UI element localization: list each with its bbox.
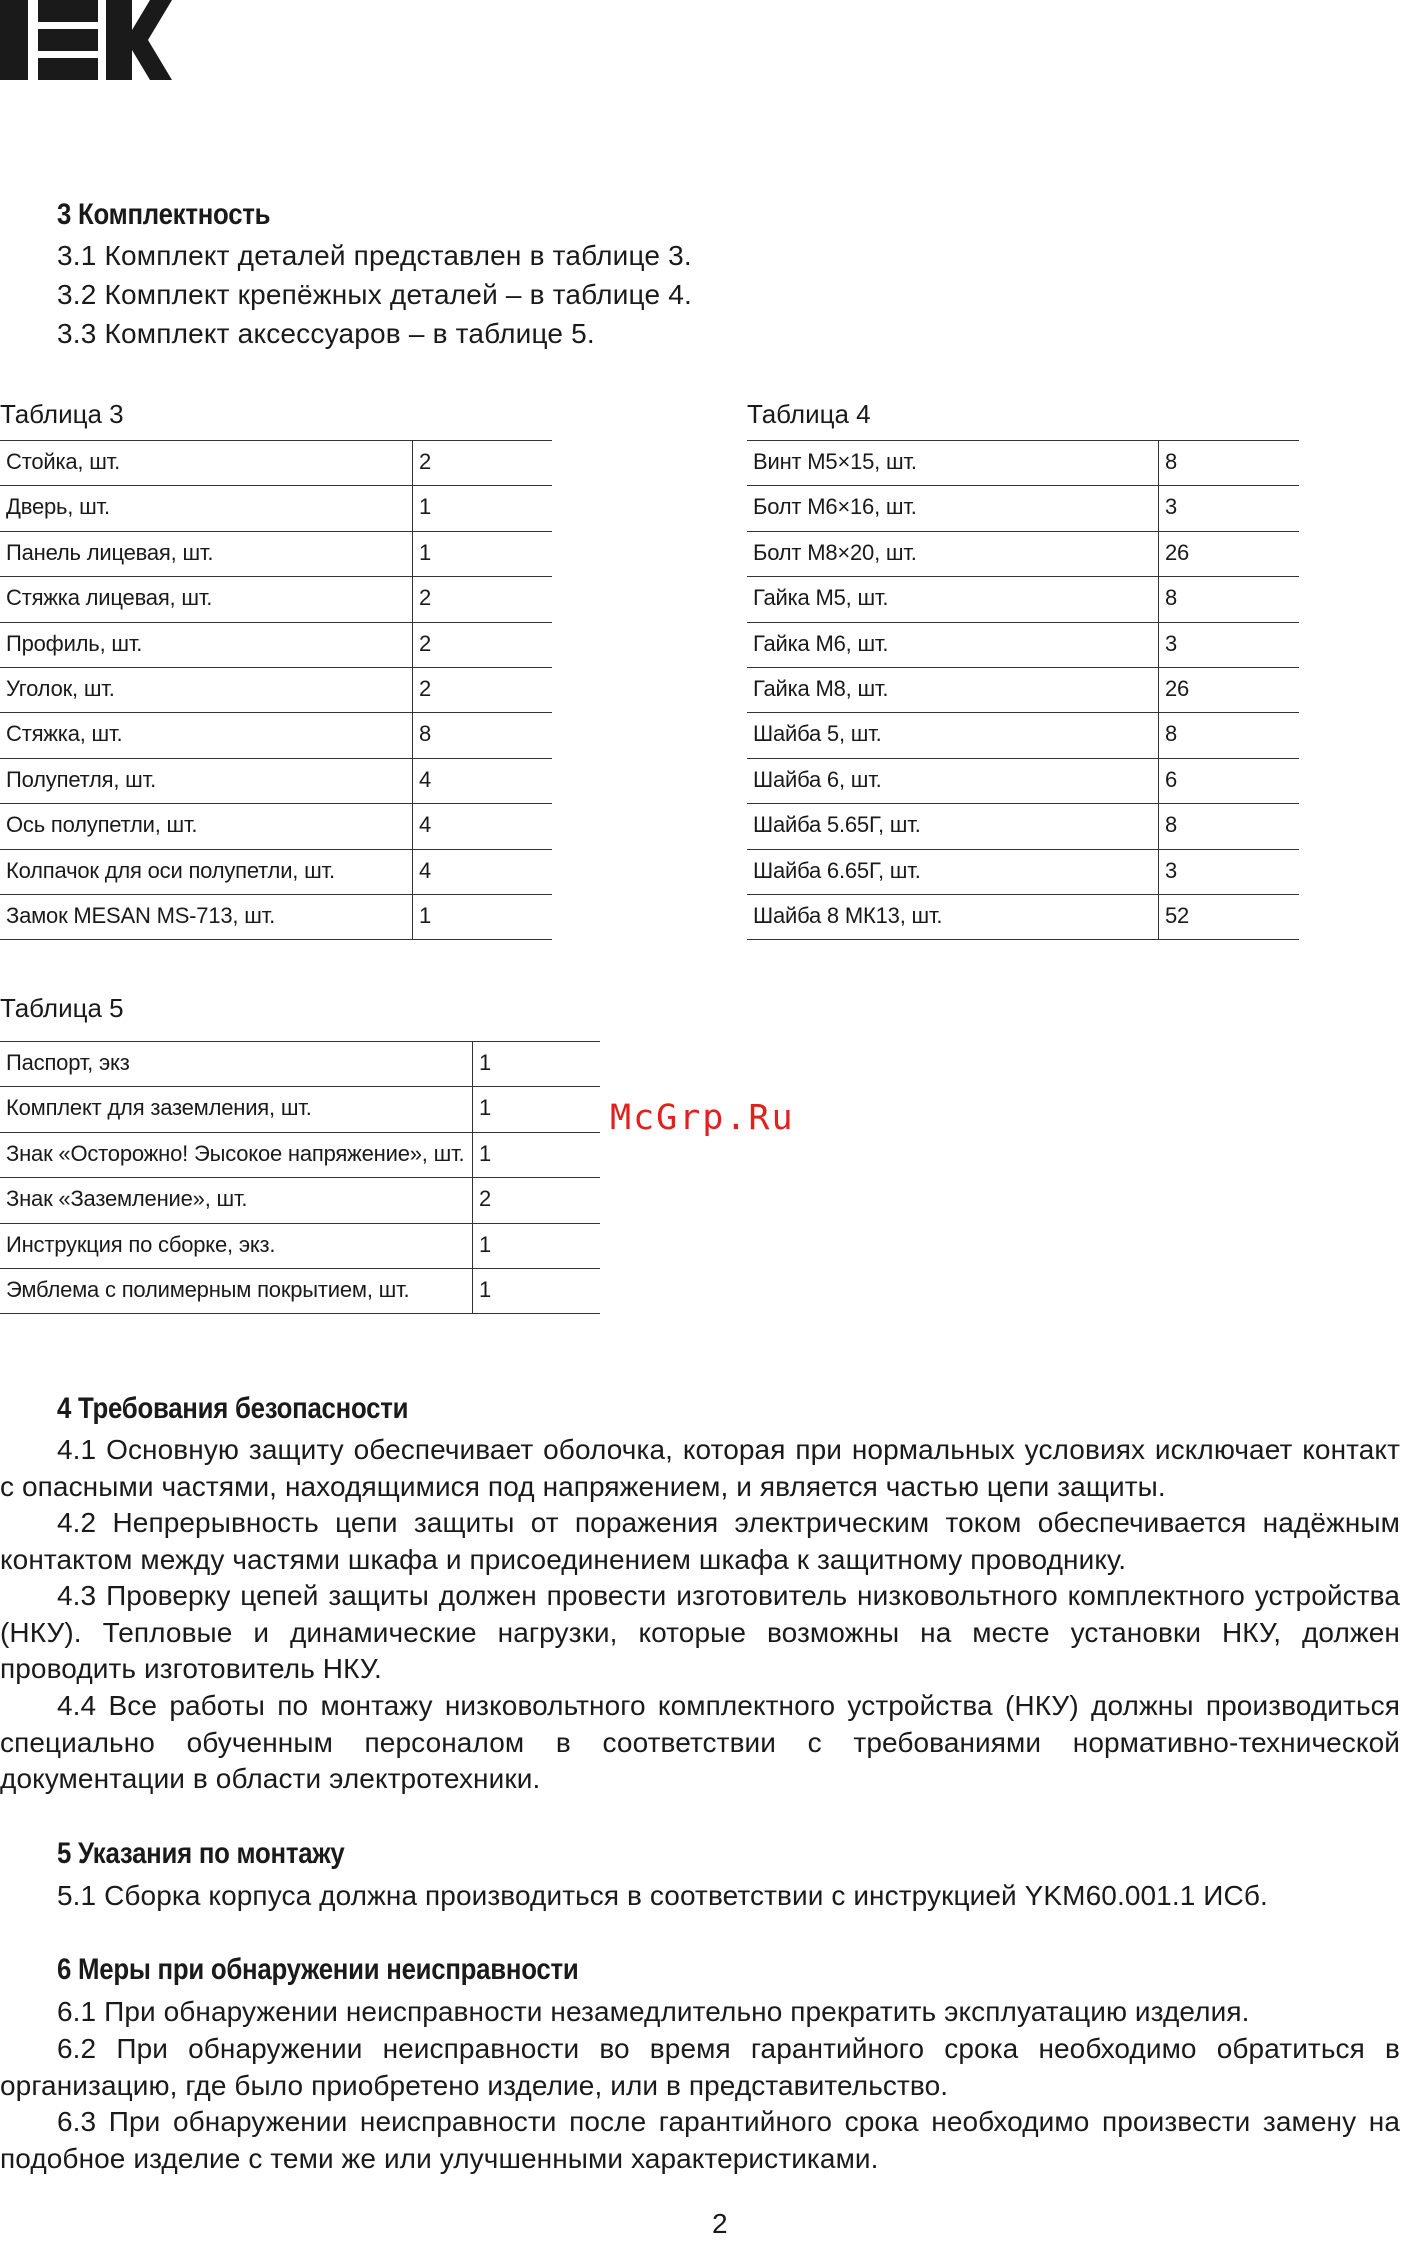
item-qty: 1 bbox=[473, 1223, 601, 1268]
table-row bbox=[0, 441, 552, 486]
item-name: Уголок, шт. bbox=[0, 667, 413, 712]
item-qty: 1 bbox=[473, 1087, 601, 1132]
item-name: Дверь, шт. bbox=[0, 486, 413, 531]
table-row bbox=[0, 849, 552, 894]
item-qty: 2 bbox=[413, 622, 553, 667]
item-name: Панель лицевая, шт. bbox=[0, 531, 413, 576]
item-qty: 8 bbox=[1159, 804, 1300, 849]
item-name: Колпачок для оси полупетли, шт. bbox=[0, 849, 413, 894]
item-name: Гайка М5, шт. bbox=[747, 577, 1159, 622]
item-name: Инструкция по сборке, экз. bbox=[0, 1223, 473, 1268]
item-qty: 8 bbox=[1159, 577, 1300, 622]
item-name: Замок MESAN MS-713, шт. bbox=[0, 894, 413, 939]
item-name: Полупетля, шт. bbox=[0, 758, 413, 803]
item-name: Знак «Осторожно! Эысокое напряжение», шт. bbox=[0, 1132, 473, 1177]
item-name: Шайба 5, шт. bbox=[747, 713, 1159, 758]
item-qty: 4 bbox=[413, 849, 553, 894]
watermark: McGrp.Ru bbox=[610, 1098, 795, 1138]
table-4-caption: Таблица 4 bbox=[747, 399, 871, 429]
item-name: Винт М5×15, шт. bbox=[747, 441, 1159, 486]
section-4-paragraph-3: 4.3 Проверку цепей защиты должен провести изготовитель низковольтного комплектного устройства (НКУ). Тепловые и динамические нагрузки, которые возможны на месте установки НКУ, должен проводить изготовитель НКУ. bbox=[0, 1580, 1400, 1684]
section-3-line-1: 3.1 Комплект деталей представлен в таблице 3. bbox=[57, 240, 692, 271]
section-6-title: 6 Меры при обнаружении неисправности bbox=[57, 1953, 579, 1986]
table-4 bbox=[747, 440, 1299, 940]
table-row bbox=[747, 713, 1299, 758]
table-row bbox=[747, 531, 1299, 576]
item-qty: 8 bbox=[1159, 713, 1300, 758]
item-qty: 3 bbox=[1159, 486, 1300, 531]
table-row bbox=[747, 441, 1299, 486]
table-row bbox=[0, 622, 552, 667]
table-row bbox=[0, 1132, 600, 1177]
table-row bbox=[747, 577, 1299, 622]
item-qty: 8 bbox=[413, 713, 553, 758]
section-4-paragraph-2: 4.2 Непрерывность цепи защиты от поражения электрическим током обеспечивается надёжным контактом между частями шкафа и присоединением шкафа к защитному проводнику. bbox=[0, 1507, 1400, 1575]
table-5-caption: Таблица 5 bbox=[0, 993, 124, 1023]
table-3 bbox=[0, 440, 552, 940]
item-qty: 2 bbox=[413, 577, 553, 622]
item-name: Эмблема с полимерным покрытием, шт. bbox=[0, 1268, 473, 1313]
item-qty: 1 bbox=[413, 894, 553, 939]
table-row bbox=[747, 486, 1299, 531]
table-row bbox=[0, 1178, 600, 1223]
item-qty: 2 bbox=[473, 1178, 601, 1223]
item-qty: 6 bbox=[1159, 758, 1300, 803]
table-row bbox=[747, 894, 1299, 939]
item-name: Гайка М8, шт. bbox=[747, 667, 1159, 712]
item-qty: 3 bbox=[1159, 622, 1300, 667]
table-row bbox=[747, 667, 1299, 712]
table-5 bbox=[0, 1041, 600, 1314]
table-3-caption: Таблица 3 bbox=[0, 399, 124, 429]
item-name: Стяжка лицевая, шт. bbox=[0, 577, 413, 622]
table-row bbox=[0, 894, 552, 939]
item-name: Болт М6×16, шт. bbox=[747, 486, 1159, 531]
table-row bbox=[747, 804, 1299, 849]
item-name: Стяжка, шт. bbox=[0, 713, 413, 758]
iek-logo bbox=[0, 0, 172, 80]
item-qty: 1 bbox=[473, 1132, 601, 1177]
table-row bbox=[0, 713, 552, 758]
section-6-paragraph-3: 6.3 При обнаружении неисправности после гарантийного срока необходимо произвести замену на подобное изделие с теми же или улучшенными характеристиками. bbox=[0, 2106, 1400, 2174]
table-row bbox=[0, 1268, 600, 1313]
section-4-paragraph-4: 4.4 Все работы по монтажу низковольтного комплектного устройства (НКУ) должны производиться специально обученным персоналом в соответствии с требованиями нормативно-технической документации в области электротехники. bbox=[0, 1690, 1400, 1794]
table-row bbox=[747, 849, 1299, 894]
item-name: Ось полупетли, шт. bbox=[0, 804, 413, 849]
item-name: Стойка, шт. bbox=[0, 441, 413, 486]
item-name: Шайба 5.65Г, шт. bbox=[747, 804, 1159, 849]
item-name: Шайба 8 МК13, шт. bbox=[747, 894, 1159, 939]
item-name: Болт М8×20, шт. bbox=[747, 531, 1159, 576]
item-qty: 1 bbox=[413, 531, 553, 576]
item-name: Гайка М6, шт. bbox=[747, 622, 1159, 667]
item-qty: 1 bbox=[473, 1042, 601, 1087]
item-qty: 8 bbox=[1159, 441, 1300, 486]
item-qty: 26 bbox=[1159, 531, 1300, 576]
item-name: Профиль, шт. bbox=[0, 622, 413, 667]
item-qty: 1 bbox=[413, 486, 553, 531]
table-row bbox=[0, 531, 552, 576]
table-row bbox=[0, 758, 552, 803]
item-name: Знак «Заземление», шт. bbox=[0, 1178, 473, 1223]
item-qty: 2 bbox=[413, 441, 553, 486]
section-5-paragraph-1: 5.1 Сборка корпуса должна производиться в соответствии с инструкцией YKM60.001.1 ИСб. bbox=[57, 1880, 1268, 1911]
item-qty: 26 bbox=[1159, 667, 1300, 712]
table-row bbox=[0, 804, 552, 849]
section-3-title: 3 Комплектность bbox=[57, 198, 271, 231]
item-qty: 1 bbox=[473, 1268, 601, 1313]
table-row bbox=[747, 622, 1299, 667]
item-name: Шайба 6.65Г, шт. bbox=[747, 849, 1159, 894]
section-4-paragraph-1: 4.1 Основную защиту обеспечивает оболочка, которая при нормальных условиях исключает контакт с опасными частями, находящимися под напряжением, и является частью цепи защиты. bbox=[0, 1434, 1400, 1502]
item-qty: 52 bbox=[1159, 894, 1300, 939]
table-row bbox=[0, 1042, 600, 1087]
section-4-title: 4 Требования безопасности bbox=[57, 1392, 409, 1425]
item-name: Паспорт, экз bbox=[0, 1042, 473, 1087]
table-row bbox=[0, 1087, 600, 1132]
page-number: 2 bbox=[712, 2208, 728, 2239]
section-3-line-2: 3.2 Комплект крепёжных деталей – в таблице 4. bbox=[57, 279, 692, 310]
item-name: Комплект для заземления, шт. bbox=[0, 1087, 473, 1132]
table-row bbox=[747, 758, 1299, 803]
table-row bbox=[0, 486, 552, 531]
item-qty: 4 bbox=[413, 758, 553, 803]
item-name: Шайба 6, шт. bbox=[747, 758, 1159, 803]
section-6-paragraph-1: 6.1 При обнаружении неисправности незамедлительно прекратить эксплуатацию изделия. bbox=[57, 1996, 1250, 2027]
section-5-title: 5 Указания по монтажу bbox=[57, 1837, 345, 1870]
item-qty: 3 bbox=[1159, 849, 1300, 894]
table-row bbox=[0, 577, 552, 622]
table-row bbox=[0, 1223, 600, 1268]
section-6-paragraph-2: 6.2 При обнаружении неисправности во время гарантийного срока необходимо обратиться в организацию, где было приобретено изделие, или в представительство. bbox=[0, 2033, 1400, 2101]
table-row bbox=[0, 667, 552, 712]
item-qty: 2 bbox=[413, 667, 553, 712]
item-qty: 4 bbox=[413, 804, 553, 849]
section-3-line-3: 3.3 Комплект аксессуаров – в таблице 5. bbox=[57, 318, 595, 349]
